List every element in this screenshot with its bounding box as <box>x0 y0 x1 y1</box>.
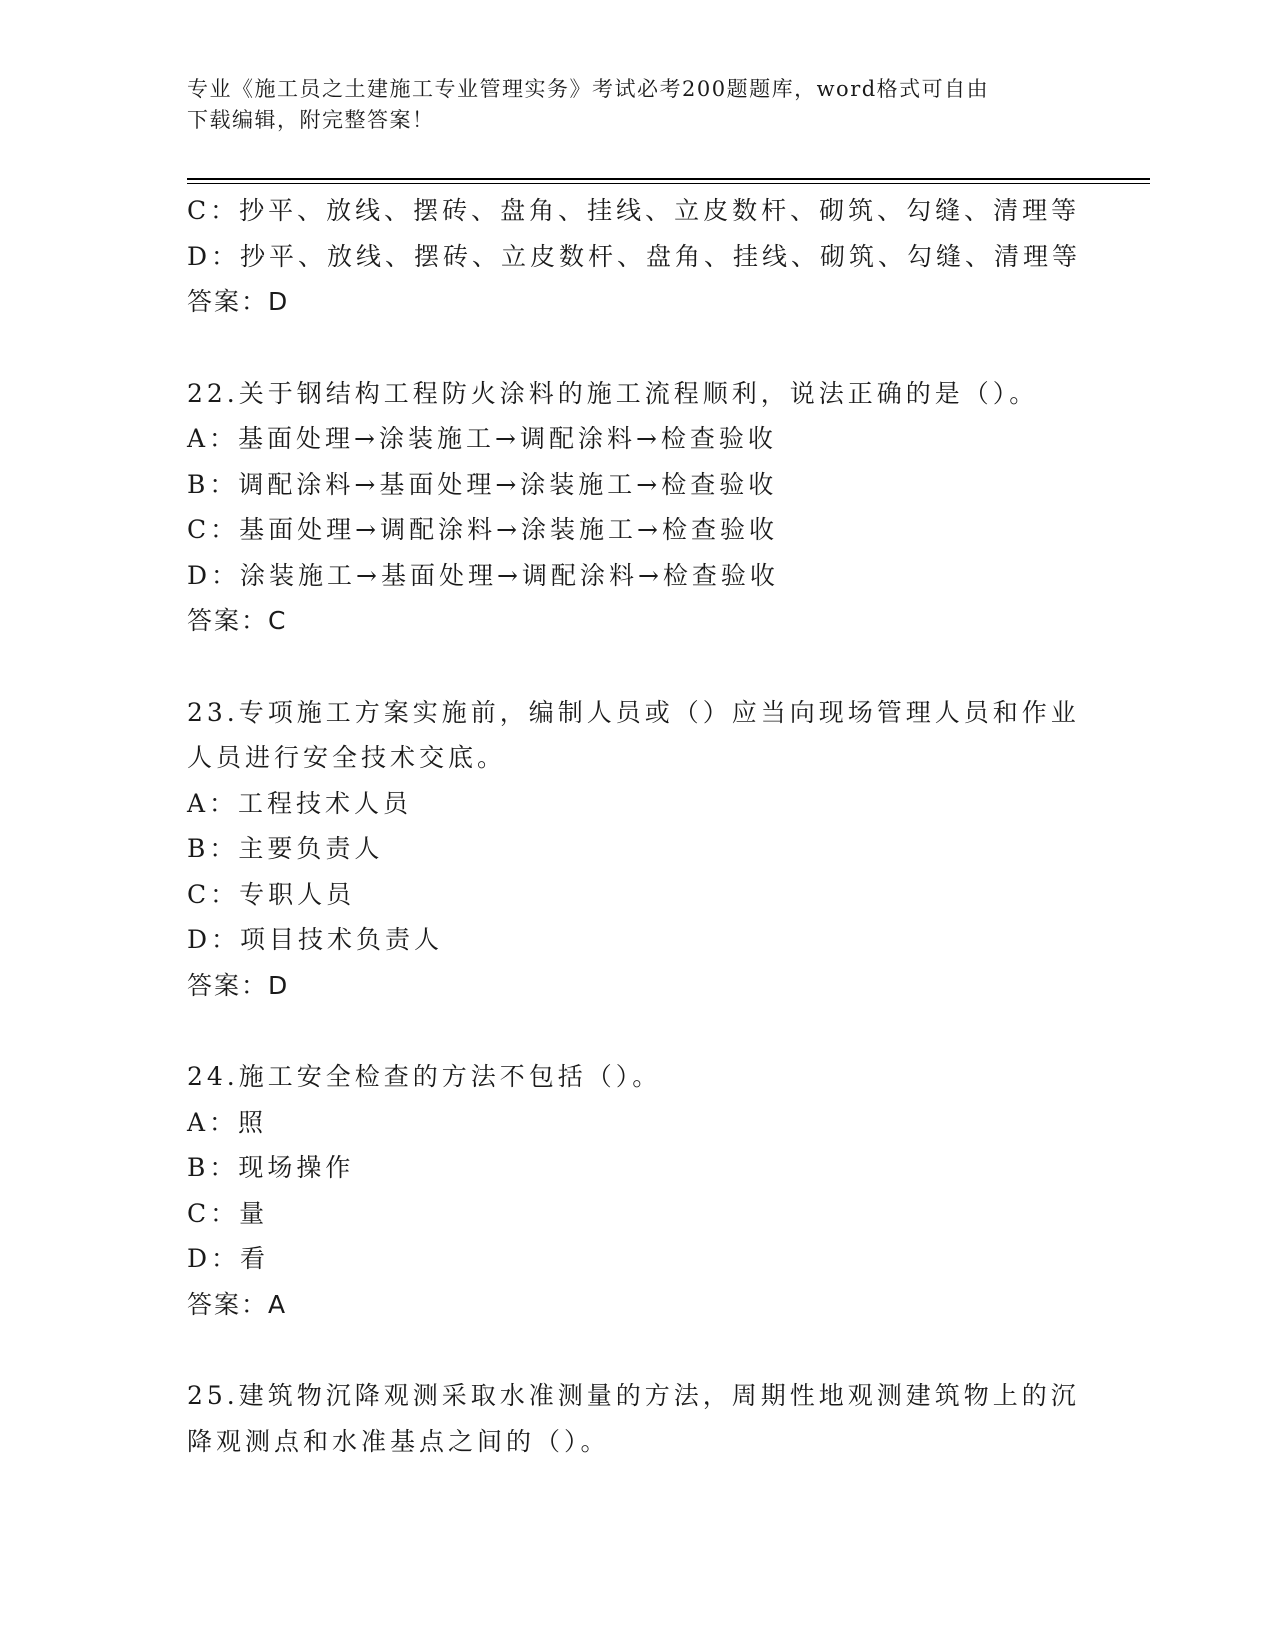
option-c: C：量 <box>187 1198 269 1228</box>
answer-label: 答案：C <box>187 606 288 635</box>
question-23 <box>187 690 1087 1009</box>
option-a: A：工程技术人员 <box>187 788 413 818</box>
answer-label: 答案：A <box>187 1289 288 1319</box>
option-a: A：照 <box>187 1107 268 1137</box>
option-c: C：基面处理→调配涂料→涂装施工→检查验收 <box>187 515 778 544</box>
question-21 <box>187 188 1087 325</box>
answer-label: 答案：D <box>187 970 290 1000</box>
question-text-line-1: 25.建筑物沉降观测采取水准测量的方法，周期性地观测建筑物上的沉 <box>187 1381 1080 1410</box>
question-text: 22.关于钢结构工程防火涂料的施工流程顺利，说法正确的是（）。 <box>187 378 1039 408</box>
option-a: A：基面处理→涂装施工→调配涂料→检查验收 <box>187 424 777 453</box>
question-text-line-2: 人员进行安全技术交底。 <box>187 743 507 772</box>
header-line-1: 专业《施工员之土建施工专业管理实务》考试必考200题题库，word格式可自由 <box>187 77 990 101</box>
option-d: D：看 <box>187 1244 270 1273</box>
question-25 <box>187 1373 1087 1464</box>
question-24 <box>187 1054 1087 1327</box>
option-d: D：涂装施工→基面处理→调配涂料→检查验收 <box>187 560 779 590</box>
answer-label: 答案：D <box>187 287 290 316</box>
header-rule-thick <box>187 178 1150 180</box>
question-text: 24.施工安全检查的方法不包括（）。 <box>187 1062 662 1091</box>
option-d: D：项目技术负责人 <box>187 925 444 954</box>
option-d: D：抄平、放线、摆砖、立皮数杆、盘角、挂线、砌筑、勾缝、清理等 <box>187 241 1082 271</box>
option-b: B：调配涂料→基面处理→涂装施工→检查验收 <box>187 469 778 499</box>
option-c: C：专职人员 <box>187 879 356 909</box>
question-text-line-2: 降观测点和水准基点之间的（）。 <box>187 1426 610 1456</box>
option-b: B：现场操作 <box>187 1153 355 1182</box>
document-header <box>187 74 1087 136</box>
header-rule-thin <box>187 183 1150 184</box>
header-line-2: 下载编辑，附完整答案！ <box>187 108 435 132</box>
option-b: B：主要负责人 <box>187 834 384 863</box>
question-text-line-1: 23.专项施工方案实施前，编制人员或（）应当向现场管理人员和作业 <box>187 697 1080 727</box>
option-c: C：抄平、放线、摆砖、盘角、挂线、立皮数杆、砌筑、勾缝、清理等 <box>187 196 1081 225</box>
question-list <box>187 188 1087 1464</box>
question-22 <box>187 371 1087 644</box>
